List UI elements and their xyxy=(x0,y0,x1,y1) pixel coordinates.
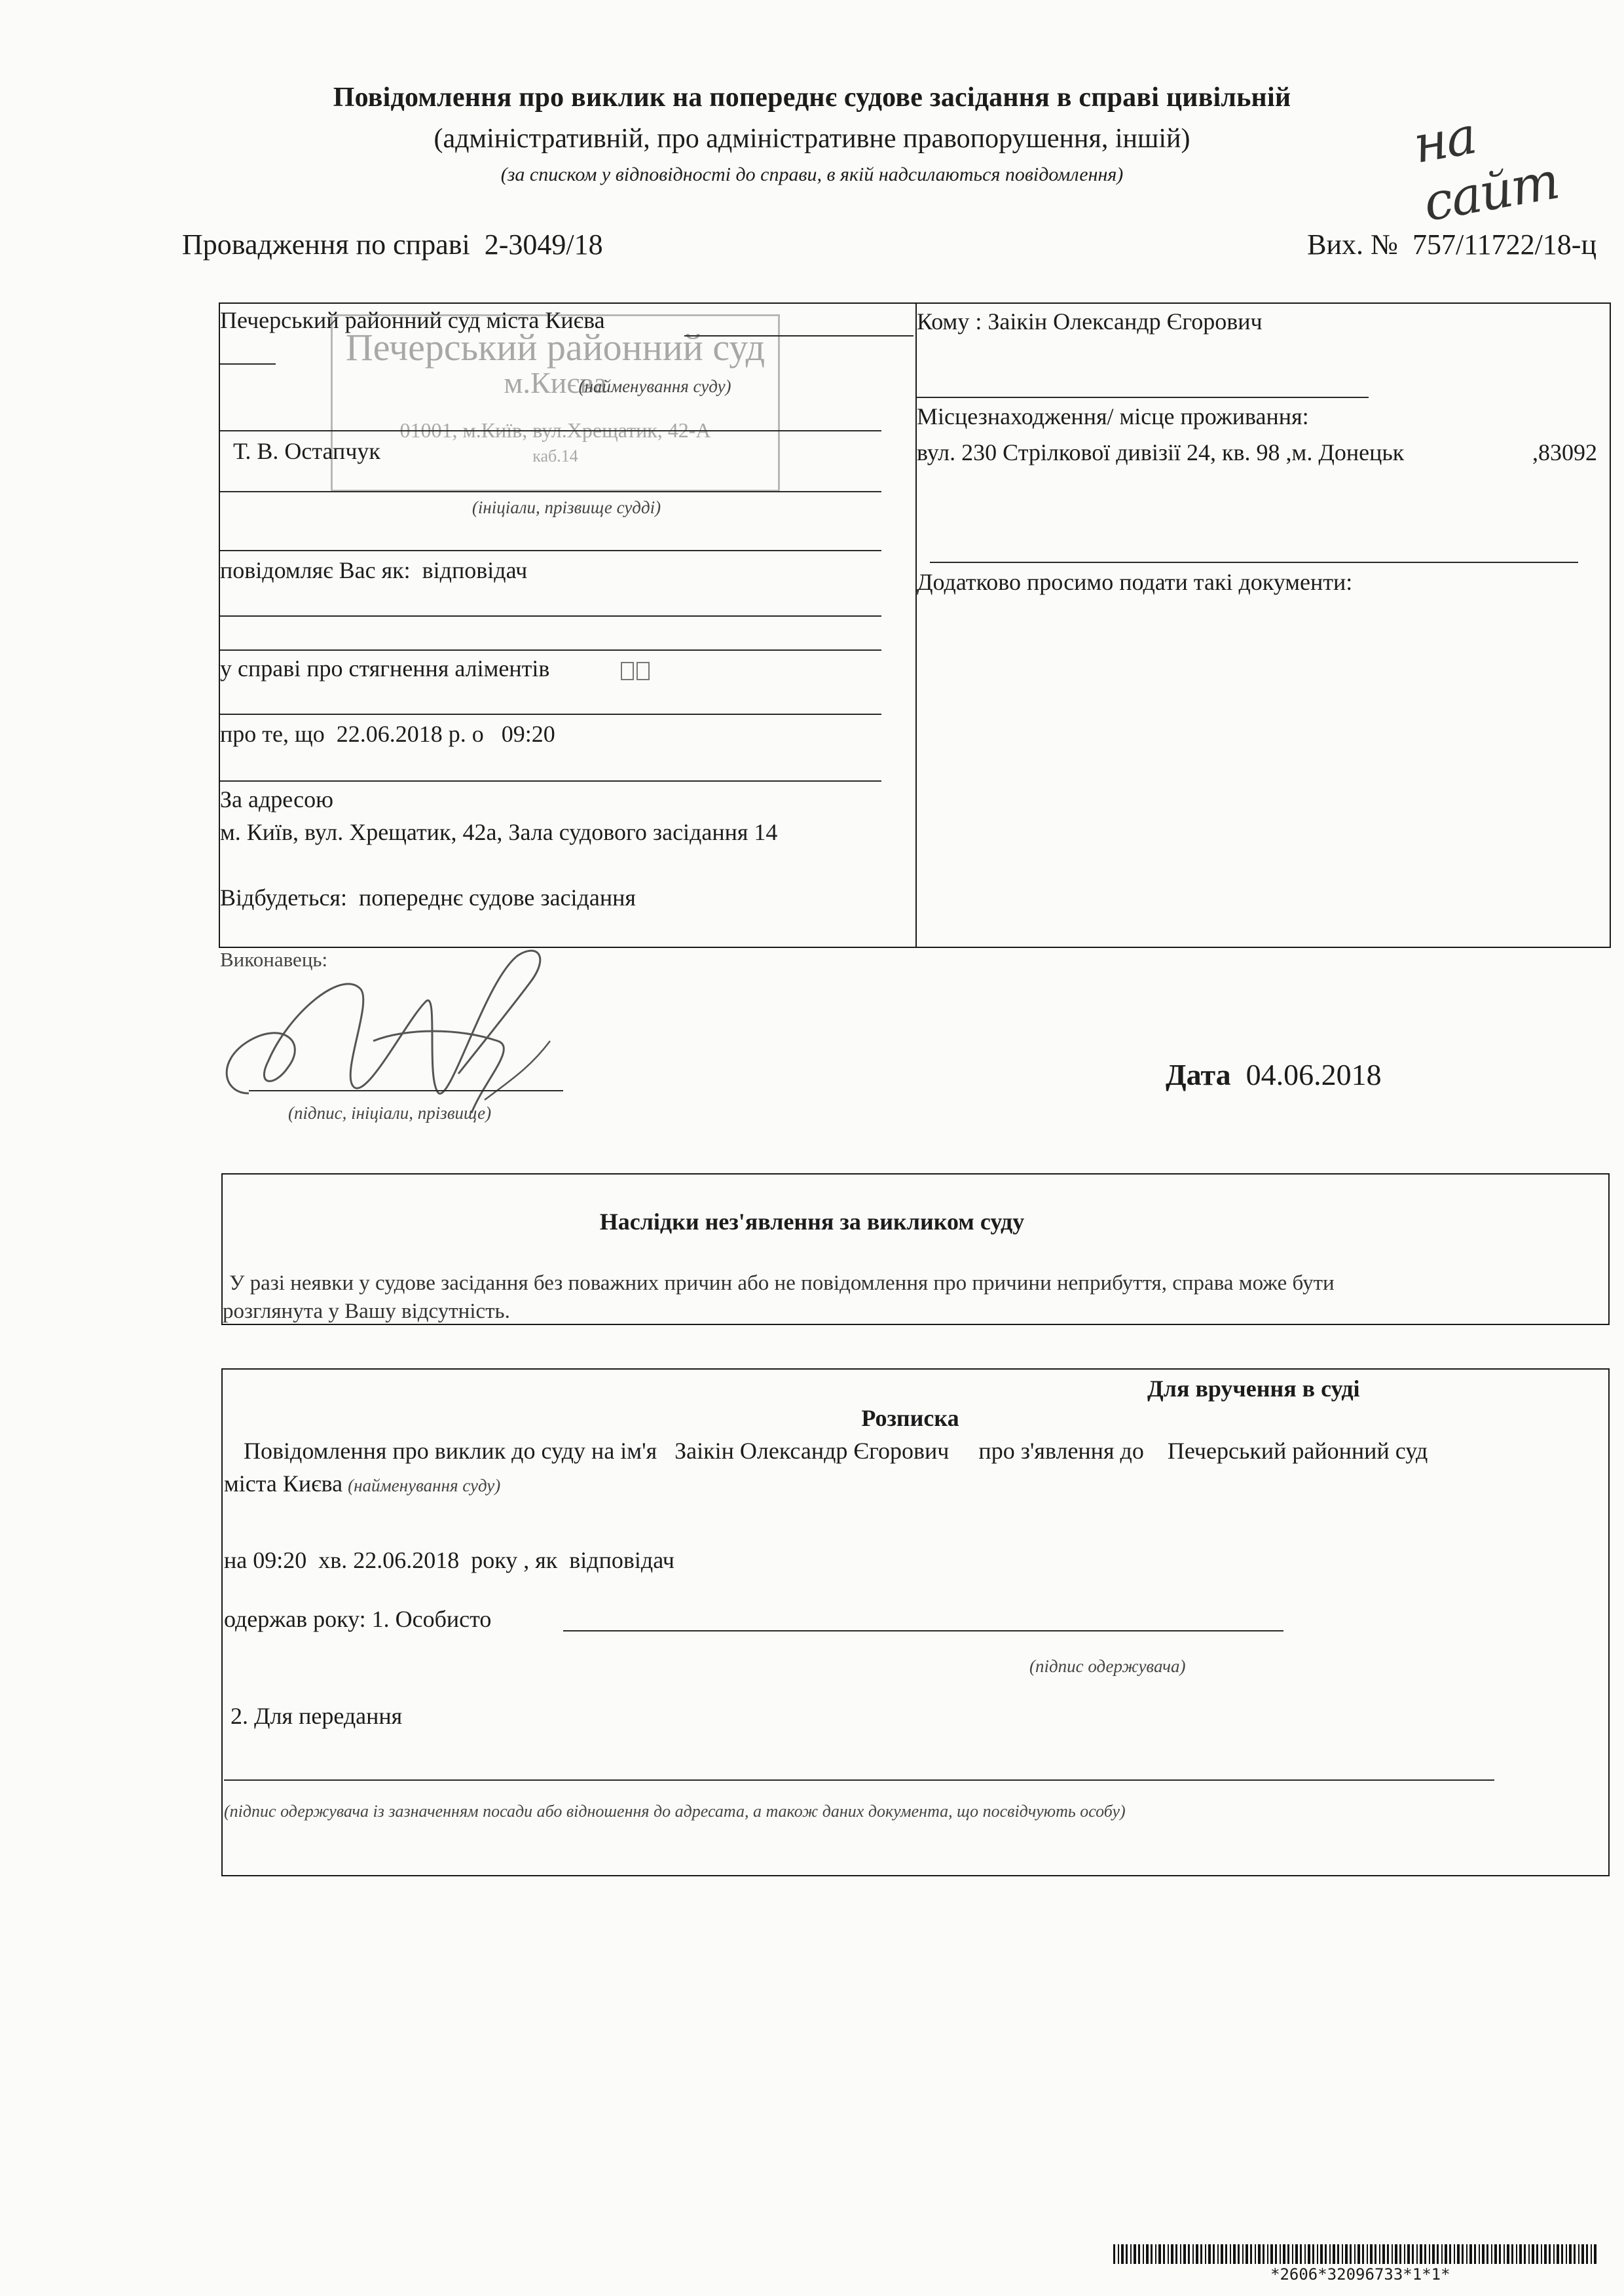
recipient-signature-caption: (підпис одержувача) xyxy=(1029,1656,1186,1676)
notifies-top-line xyxy=(220,550,881,551)
stamp-line-2: м.Києва xyxy=(504,366,607,399)
transfer-label: 2. Для передання xyxy=(231,1703,403,1729)
judge-caption: (ініціали, прізвище судді) xyxy=(471,498,661,517)
event-line xyxy=(220,884,636,911)
receipt-name: Заікін Олександр Єгорович xyxy=(674,1438,950,1464)
received-label: одержав року: 1. Особисто xyxy=(224,1606,492,1632)
executor-label: Виконавець: xyxy=(220,948,328,971)
hearing-time: 09:20 xyxy=(501,721,555,747)
notifies-label: повідомляє Вас як: xyxy=(220,557,411,583)
checkbox-glyph-1 xyxy=(621,662,634,680)
receipt-court-1: Печерський районний суд xyxy=(1167,1438,1428,1464)
receipt-time: 09:20 xyxy=(253,1547,307,1573)
court-name-underline-2 xyxy=(220,363,276,365)
date-value: 04.06.2018 xyxy=(1246,1058,1382,1091)
receipt-on: на xyxy=(224,1547,248,1573)
court-name: Печерський районний суд міста Києва xyxy=(220,307,605,333)
recipient-address: вул. 230 Стрілкової дивізії 24, кв. 98 ,м. Донецьк xyxy=(917,439,1405,465)
stamp-line-3: 01001, м.Київ, вул.Хрещатик, 42-А xyxy=(399,418,711,442)
checkbox-glyph-2 xyxy=(637,662,650,680)
consequences-title: Наслідки нез'явлення за викликом суду xyxy=(599,1209,1025,1235)
personal-signature-line xyxy=(563,1630,1283,1631)
transfer-signature-line xyxy=(224,1779,1494,1781)
case-subject: у справі про стягнення аліментів xyxy=(220,655,550,682)
court-name-caption: (найменування суду) xyxy=(578,376,731,396)
hearing-datetime xyxy=(220,720,555,748)
consequences-text-1: У разі неявки у судове засідання без поважних причин або не повідомлення про причини неприбуття, справа може бути xyxy=(229,1271,1335,1295)
blank-line xyxy=(220,649,881,651)
court-stamp xyxy=(331,314,780,492)
case-label: Провадження по справі xyxy=(182,228,470,261)
receipt-year: року , як xyxy=(471,1547,558,1573)
role-underline xyxy=(220,615,881,617)
recipient-name: Заікін Олександр Єгорович xyxy=(987,308,1263,335)
stamp-line-4: каб.14 xyxy=(532,446,578,465)
executor-caption: (підпис, ініціали, прізвище) xyxy=(288,1103,492,1123)
document-title: Повідомлення про виклик на попереднє судове засідання в справі цивільній xyxy=(333,82,1291,113)
court-name-underline xyxy=(684,335,913,337)
court-address: м. Київ, вул. Хрещатик, 42а, Зала судового засідання 14 xyxy=(220,819,778,845)
location-label: Місцезнаходження/ місце проживання: xyxy=(917,403,1309,429)
hearing-date: 22.06.2018 xyxy=(336,721,443,747)
for-court-label: Для вручення в суді xyxy=(1147,1376,1360,1402)
receipt-mid: про з'явлення до xyxy=(978,1438,1144,1464)
case-reference xyxy=(182,228,603,261)
signature-image xyxy=(210,930,655,1126)
judge-top-line xyxy=(220,430,881,431)
receipt-court-2: міста Києва xyxy=(224,1470,343,1497)
about-label: про те, що xyxy=(220,721,325,747)
outgoing-label: Вих. № xyxy=(1307,228,1398,261)
outgoing-number: 757/11722/18-ц xyxy=(1412,228,1596,261)
recipient-line xyxy=(917,308,1263,335)
barcode-text: *2606*32096733*1*1* xyxy=(1270,2265,1450,2284)
executor-signature-line xyxy=(249,1090,563,1091)
barcode-image xyxy=(1113,2244,1598,2264)
consequences-text-2: розглянута у Вашу відсутність. xyxy=(223,1300,510,1323)
handwritten-mark: на сайт xyxy=(1409,106,1563,233)
party-role: відповідач xyxy=(422,557,528,583)
transfer-caption: (підпис одержувача із зазначенням посади або відношення до адресата, а також даних документа, що посвідчують особу) xyxy=(224,1802,1126,1821)
receipt-line-1 xyxy=(244,1437,1428,1465)
date-label: Дата xyxy=(1166,1058,1231,1091)
event-type: попереднє судове засідання xyxy=(359,884,636,911)
date-block xyxy=(1166,1057,1382,1092)
receipt-court-caption: (найменування суду) xyxy=(348,1476,501,1495)
receipt-prefix: Повідомлення про виклик до суду на ім'я xyxy=(244,1438,657,1464)
additional-docs-label: Додатково просимо подати такі документи: xyxy=(917,569,1353,595)
outgoing-reference xyxy=(1307,228,1596,261)
notifies-line xyxy=(220,556,527,584)
receipt-line-2 xyxy=(224,1470,500,1497)
postal-code: ,83092 xyxy=(1532,439,1597,465)
receipt-date: 22.06.2018 xyxy=(353,1547,460,1573)
address-label: За адресою xyxy=(220,786,334,812)
year-suffix: р. о xyxy=(448,721,484,747)
receipt-title: Розписка xyxy=(861,1405,959,1431)
datetime-underline xyxy=(220,780,881,782)
stamp-line-1: Печерський районний суд xyxy=(345,326,766,369)
recipient-underline xyxy=(917,397,1369,398)
document-subtitle: (адміністративній, про адміністративне правопорушення, іншій) xyxy=(434,124,1190,154)
to-label: Кому : xyxy=(917,308,982,335)
case-number: 2-3049/18 xyxy=(484,228,603,261)
judge-underline xyxy=(220,491,881,492)
receipt-min: хв. xyxy=(318,1547,348,1573)
receipt-line-3 xyxy=(224,1546,674,1574)
address-underline xyxy=(930,562,1578,563)
document-note: (за списком у відповідності до справи, в якій надсилаються повідомлення) xyxy=(500,164,1124,185)
subject-underline xyxy=(220,714,881,715)
receipt-role: відповідач xyxy=(569,1547,674,1573)
event-label: Відбудеться: xyxy=(220,884,347,911)
judge-name: Т. В. Остапчук xyxy=(233,438,380,464)
table-divider xyxy=(915,302,917,947)
